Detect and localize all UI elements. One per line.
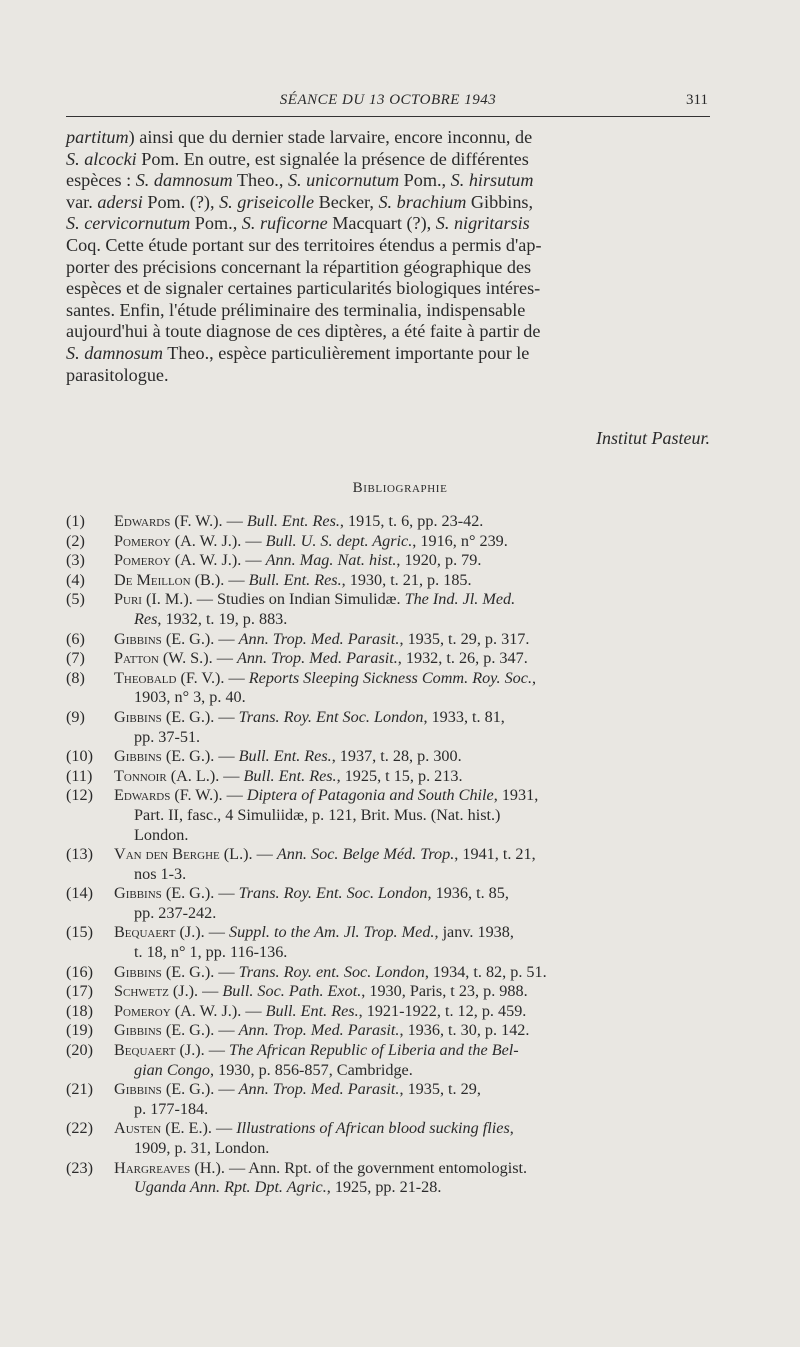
reference-author: Bequaert [114,923,176,942]
reference-number: (20) [66,1041,93,1060]
italic-text: Ann. Trop. Med. Parasit. [238,1021,400,1040]
reference-continuation [114,728,716,748]
reference-author: Schwetz [114,982,169,1001]
italic-text: Ann. Soc. Belge Méd. Trop. [276,845,455,864]
text-run: (J.). — [175,1041,229,1060]
reference-line [114,649,716,669]
signature: Institut Pasteur. [595,428,710,448]
reference-item [66,512,716,532]
text-run: , 1925, pp. 21-28. [326,1178,442,1197]
reference-author: Gibbins [114,629,162,648]
reference-line [114,532,716,552]
reference-item [66,845,716,884]
reference-line [114,747,716,767]
reference-item [66,982,716,1002]
reference-author: Gibbins [114,707,162,726]
italic-text: S. nigritarsis [435,213,530,234]
reference-continuation [114,688,716,708]
text-run: , 1931, [493,786,539,805]
italic-text: The Ind. Jl. Med. [404,590,516,609]
text-run: Pom., [399,170,451,191]
reference-line [114,1119,716,1139]
reference-number: (9) [66,707,85,726]
reference-item [66,1159,716,1198]
text-run: (E. G.). — [161,1021,239,1040]
reference-line [114,845,716,865]
text-run: Pom. En outre, est signalée la présence de différentes [136,148,529,169]
bibliography-title: Bibliographie [352,480,448,496]
italic-text: Suppl. to the Am. Jl. Trop. Med. [228,923,435,942]
reference-line [114,1002,716,1022]
reference-line [114,963,716,983]
text-run: Theo., [232,170,288,191]
text-run: (A. W. J.). — [170,551,266,570]
text-run: t. 18, n° 1, pp. 116-136. [134,943,288,962]
text-run: Gibbins, [466,191,534,212]
text-run: , [509,1119,514,1138]
italic-text: Res [134,609,158,628]
reference-item [66,590,716,629]
text-run: , 1935, t. 29, [399,1080,481,1099]
reference-number: (5) [66,590,85,609]
text-run: (W. S.). — [158,649,237,668]
text-run: (J.). — [175,923,229,942]
text-line [66,235,710,257]
reference-item [66,963,716,983]
text-run: , 1921-1922, t. 12, p. 459. [358,1001,527,1020]
italic-text: Ann. Trop. Med. Parasit. [238,629,400,648]
text-line [66,192,710,214]
reference-number: (1) [66,512,85,530]
text-run: , 1930, p. 856-857, Cambridge. [210,1060,413,1079]
reference-number: (16) [66,962,93,981]
reference-author: Austen [114,1119,162,1138]
text-run: pp. 37-51. [134,727,201,746]
text-run: 1909, p. 31, London. [134,1139,270,1157]
reference-author: Gibbins [114,1021,162,1040]
running-head: SÉANCE DU 13 OCTOBRE 1943 [279,92,497,108]
text-run: espèces et de signaler certaines particularités biologiques intéres- [66,278,541,299]
text-run: ) ainsi que du dernier stade larvaire, encore inconnu, de [128,127,533,147]
text-run: , 1933, t. 81, [423,707,505,726]
italic-text: Bull. Ent. Res. [248,570,342,589]
text-run: Macquart (?), [327,213,436,234]
text-run: (L.). — [219,845,277,864]
text-run: var. [66,191,98,212]
reference-line [114,884,716,904]
reference-line [114,669,716,689]
text-run: , 1936, t. 30, p. 142. [399,1021,530,1040]
reference-item [66,1119,716,1158]
reference-continuation [114,1139,716,1159]
text-run: nos 1-3. [134,864,187,883]
italic-text: Bull. Soc. Path. Exot. [222,982,362,1001]
reference-number: (2) [66,531,85,550]
reference-number: (18) [66,1001,93,1020]
text-run: , [532,668,537,687]
text-run: (E. G.). — [161,707,239,726]
italic-text: S. hirsutum [450,170,534,191]
reference-line [114,1159,716,1179]
text-run: London. [134,825,189,844]
text-run: (E. G.). — [161,1080,239,1099]
reference-line [114,923,716,943]
reference-list [66,512,716,1198]
reference-author: Pomeroy [114,551,171,570]
text-run: (H.). — Ann. Rpt. of the government entomologist. [190,1158,528,1177]
reference-line [114,1080,716,1100]
italic-text: Bull. Ent. Res. [238,747,332,766]
reference-number: (21) [66,1080,93,1099]
text-run: aujourd'hui à toute diagnose de ces diptères, a été faite à partir de [66,321,541,342]
text-run: , 1934, t. 82, p. 51. [424,962,547,981]
text-run: (E. G.). — [161,962,239,981]
reference-number: (11) [66,766,93,785]
reference-number: (12) [66,786,93,805]
italic-text: Bull. Ent. Res. [265,1001,359,1020]
reference-item [66,923,716,962]
text-run: Theo., espèce particulièrement importante pour le [163,342,530,363]
reference-author: Pomeroy [114,1001,171,1020]
italic-text: S. ruficorne [241,213,328,234]
text-run: Part. II, fasc., 4 Simuliidæ, p. 121, Brit. Mus. (Nat. hist.) [134,805,501,824]
text-run: (F. W.). — [170,786,247,805]
reference-line [114,512,716,532]
reference-author: Gibbins [114,962,162,981]
reference-line [114,1021,716,1041]
italic-text: S. alcocki [66,148,137,169]
reference-line [114,767,716,787]
text-run: pp. 237-242. [134,903,217,922]
italic-text: S. damnosum [66,342,164,363]
reference-line [114,982,716,1002]
text-run: (E. G.). — [161,747,239,766]
reference-line [114,571,716,591]
reference-line [114,786,716,806]
text-run: p. 177-184. [134,1099,209,1118]
reference-number: (7) [66,649,85,668]
reference-author: Patton [114,649,159,668]
reference-continuation [114,1178,716,1198]
text-run: , 1916, n° 239. [412,531,508,550]
reference-item [66,786,716,845]
body-paragraph [66,127,710,386]
reference-author: De Meillon [114,570,191,589]
text-run: , 1937, t. 28, p. 300. [331,747,462,766]
reference-item [66,630,716,650]
reference-line [114,630,716,650]
text-line [66,278,710,300]
text-line [66,257,710,279]
text-line [66,170,710,192]
text-run: Coq. Cette étude portant sur des territoires étendus a permis d'ap- [66,234,542,255]
page-header [66,92,710,117]
reference-continuation [114,1100,716,1120]
text-run: (B.). — [190,570,249,589]
text-run: parasitologue. [66,364,169,385]
text-run: , 1941, t. 21, [454,845,536,864]
reference-author: Pomeroy [114,531,171,550]
text-run: (E. E.). — [161,1119,237,1138]
page-number: 311 [686,92,708,108]
text-run: porter des précisions concernant la répartition géographique des [66,256,532,277]
reference-item [66,571,716,591]
reference-author: Tonnoir [114,766,167,785]
reference-line [114,708,716,728]
reference-number: (22) [66,1119,93,1138]
text-run: , 1930, Paris, t 23, p. 988. [361,982,528,1001]
text-run: espèces : [66,170,136,191]
reference-author: Edwards [114,512,171,530]
italic-text: S. damnosum [135,170,233,191]
reference-continuation [114,806,716,826]
text-run: (E. G.). — [161,884,239,903]
reference-line [114,590,716,610]
reference-item [66,767,716,787]
text-run: (A. W. J.). — [170,531,266,550]
reference-item [66,1002,716,1022]
reference-number: (17) [66,982,93,1001]
italic-text: Trans. Roy. Ent Soc. London [238,707,424,726]
reference-author: Edwards [114,786,171,805]
text-run: , 1932, t. 19, p. 883. [157,609,288,628]
reference-number: (10) [66,747,93,766]
italic-text: Bull. Ent. Res. [246,512,340,530]
text-line [66,127,710,149]
reference-author: Puri [114,590,142,609]
reference-author: Gibbins [114,747,162,766]
reference-number: (4) [66,570,85,589]
text-run: (E. G.). — [161,629,239,648]
text-run: Pom. (?), [142,191,220,212]
reference-number: (8) [66,668,85,687]
text-run: , 1930, t. 21, p. 185. [341,570,472,589]
reference-continuation [114,904,716,924]
text-run: (I. M.). — Studies on Indian Simulidæ. [141,590,405,609]
italic-text: S. cervicornutum [66,213,191,234]
text-line [66,365,710,387]
reference-author: Bequaert [114,1041,176,1060]
text-line [66,300,710,322]
text-run: , 1932, t. 26, p. 347. [397,649,528,668]
reference-item [66,669,716,708]
reference-item [66,532,716,552]
text-line [66,149,710,171]
reference-number: (19) [66,1021,93,1040]
italic-text: Uganda Ann. Rpt. Dpt. Agric. [134,1178,327,1197]
reference-continuation [114,826,716,846]
text-run: (F. V.). — [176,668,249,687]
text-line [66,343,710,365]
italic-text: Ann. Mag. Nat. hist. [265,551,397,570]
italic-text: partitum [66,127,129,147]
italic-text: Reports Sleeping Sickness Comm. Roy. Soc. [248,668,532,687]
italic-text: gian Congo [134,1060,210,1079]
reference-item [66,1021,716,1041]
reference-number: (23) [66,1158,93,1177]
italic-text: Diptera of Patagonia and South Chile [246,786,494,805]
reference-number: (6) [66,629,85,648]
text-run: 1903, n° 3, p. 40. [134,688,246,707]
text-run: , 1936, t. 85, [427,884,509,903]
text-run: , 1925, t 15, p. 213. [336,766,463,785]
text-run: (J.). — [168,982,223,1001]
reference-item [66,708,716,747]
reference-continuation [114,943,716,963]
reference-continuation [114,1061,716,1081]
italic-text: Trans. Roy. Ent. Soc. London [238,884,428,903]
reference-line [114,1041,716,1061]
italic-text: Trans. Roy. ent. Soc. London [238,962,425,981]
reference-author: Van den Berghe [114,845,220,864]
reference-item [66,649,716,669]
reference-number: (14) [66,884,93,903]
italic-text: adersi [97,191,143,212]
reference-author: Theobald [114,668,177,687]
reference-line [114,551,716,571]
reference-item [66,551,716,571]
reference-author: Gibbins [114,1080,162,1099]
text-line [66,213,710,235]
reference-author: Hargreaves [114,1158,191,1177]
text-line [66,321,710,343]
text-run: Becker, [314,191,379,212]
reference-item [66,1041,716,1080]
italic-text: S. unicornutum [287,170,400,191]
text-run: , 1915, t. 6, pp. 23-42. [339,512,484,530]
text-run: (A. L.). — [166,766,244,785]
reference-item [66,884,716,923]
italic-text: Bull. Ent. Res. [243,766,337,785]
italic-text: Bull. U. S. dept. Agric. [265,531,413,550]
text-run: , 1920, p. 79. [396,551,482,570]
italic-text: Ann. Trop. Med. Parasit. [236,649,398,668]
reference-continuation [114,865,716,885]
reference-author: Gibbins [114,884,162,903]
italic-text: S. brachium [378,191,467,212]
text-run: (A. W. J.). — [170,1001,266,1020]
reference-number: (15) [66,923,93,942]
text-run: , janv. 1938, [434,923,514,942]
text-run: , 1935, t. 29, p. 317. [399,629,530,648]
text-run: (F. W.). — [170,512,247,530]
italic-text: Illustrations of African blood sucking flies [236,1119,510,1138]
italic-text: The African Republic of Liberia and the Bel- [228,1041,519,1060]
text-run: santes. Enfin, l'étude préliminaire des terminalia, indispensable [66,299,526,320]
reference-item [66,1080,716,1119]
italic-text: Ann. Trop. Med. Parasit. [238,1080,400,1099]
reference-number: (13) [66,845,93,864]
reference-continuation [114,610,716,630]
reference-number: (3) [66,551,85,570]
text-run: Pom., [190,213,242,234]
italic-text: S. griseicolle [219,191,315,212]
reference-item [66,747,716,767]
